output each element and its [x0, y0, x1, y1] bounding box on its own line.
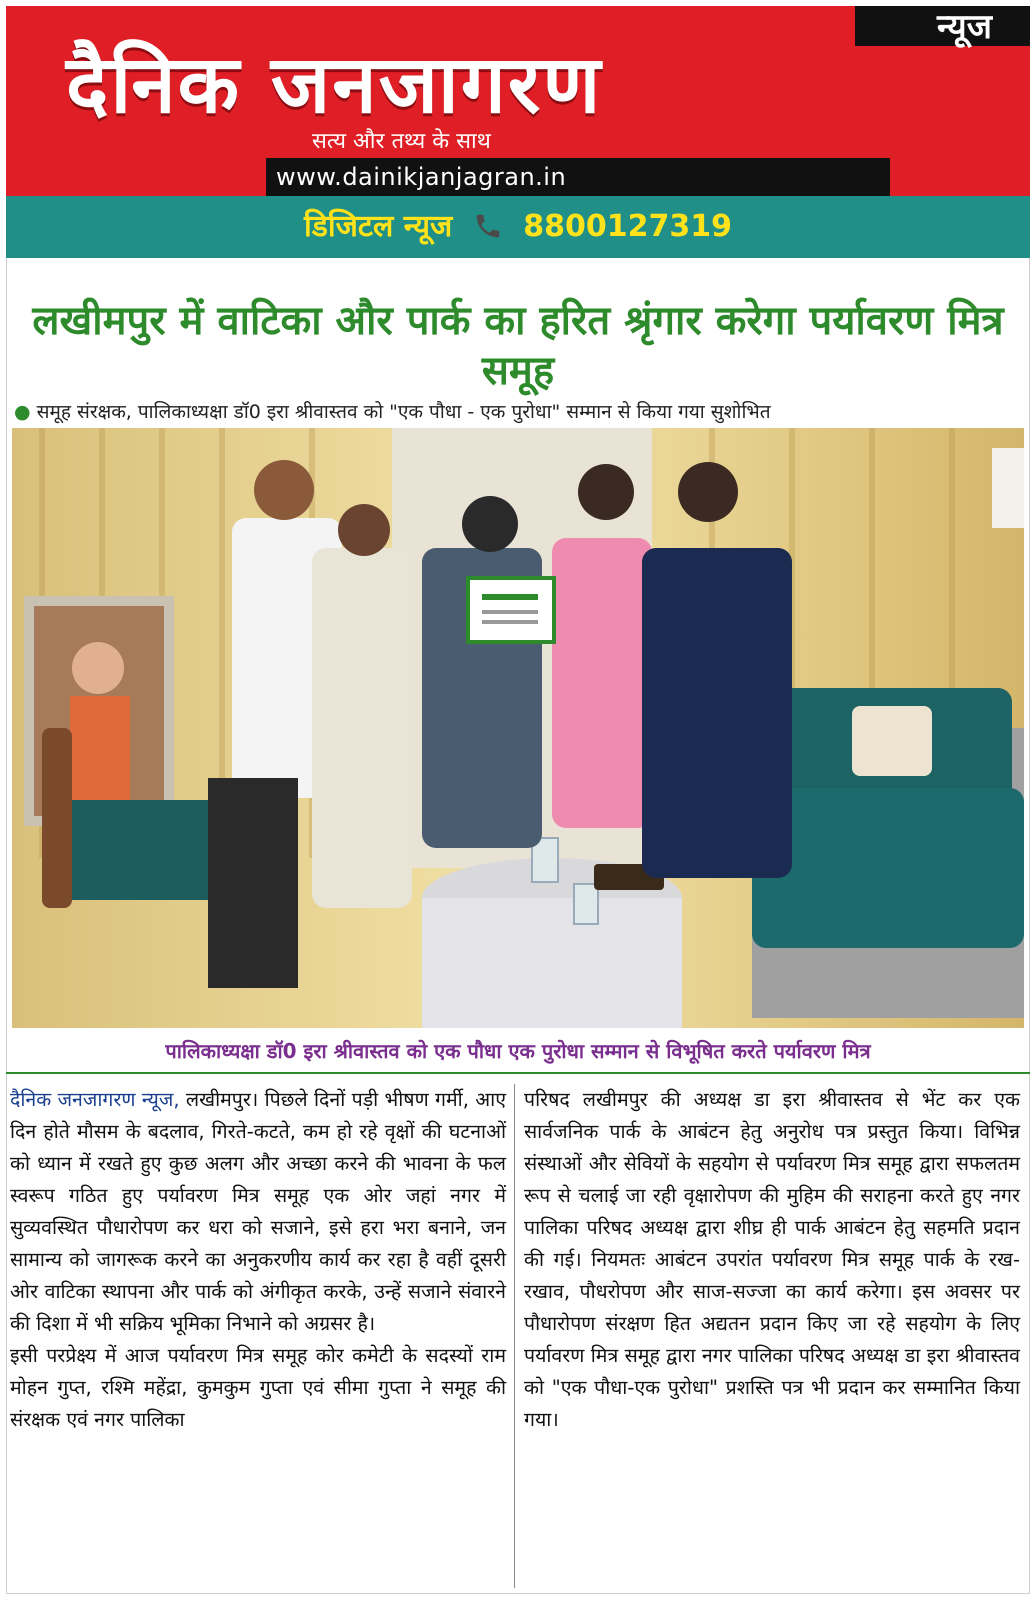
body-paragraph-3: परिषद लखीमपुर की अध्यक्ष डा इरा श्रीवास्तव से भेंट कर एक सार्वजनिक पार्क के आबंटन हेतु अनुरोध पत्र प्रस्तुत किया। विभिन्न संस्थाओं और सेवियों के सहयोग से पर्यावरण मित्र समूह द्वारा सफलतम रूप से चलाई जा रही वृक्षारोपण की मुहिम की सराहना करते हुए नगर पालिका परिषद अध्यक्ष द्वारा शीघ्र ही पार्क आबंटन हेतु सहमति प्रदान की गई। नियमतः आबंटन उपरांत पर्यावरण मित्र समूह पार्क के रख-रखाव, पौधरोपण और साज-सज्जा का कार्य करेगा। इस अवसर पर पौधारोपण संरक्षण हित अद्यतन प्रदान किए जा रहे सहयोग के लिए पर्यावरण मित्र समूह द्वारा नगर पालिका परिषद अध्यक्ष डा इरा श्रीवास्तव को "एक पौधा-एक पुरोधा" प्रशस्ति पत्र भी प्रदान कर सम्मानित किया गया। — [524, 1088, 1020, 1431]
contact-label: डिजिटल न्यूज — [304, 209, 453, 244]
masthead — [6, 6, 1030, 196]
subheadline-text: समूह संरक्षक, पालिकाध्यक्षा डॉ0 इरा श्रीवास्तव को "एक पौधा - एक पुरोधा" सम्मान से किया गया सुशोभित — [36, 401, 771, 423]
photo-illustration — [12, 428, 1024, 1028]
article-subheadline — [14, 400, 1022, 424]
contact-bar — [6, 196, 1030, 258]
article-photo — [12, 428, 1024, 1028]
article-headline: लखीमपुर में वाटिका और पार्क का हरित श्रृंगार करेगा पर्यावरण मित्र समूह — [32, 298, 1004, 394]
column-divider — [514, 1084, 515, 1588]
dateline: दैनिक जनजागरण न्यूज, — [10, 1088, 180, 1111]
body-paragraph-1-text: लखीमपुर। पिछले दिनों पड़ी भीषण गर्मी, आए दिन होते मौसम के बदलाव, गिरते-कटते, कम हो रहे वृक्षों की घटनाओं को ध्यान में रखते हुए कुछ अलग और अच्छा करने की भावना के फल स्वरूप गठित हुए पर्यावरण मित्र समूह एक ओर जहां नगर में सुव्यवस्थित पौधारोपण कर धरा को सजाने, इसे हरा भरा बनाने, जन सामान्य को जागरूक करने का अनुकरणीय कार्य कर रहा है वहीं दूसरी ओर वाटिका स्थापना और पार्क को अंगीकृत करके, उन्हें सजाने संवारने की दिशा में भी सक्रिय भूमिका निभाने को अग्रसर है। — [10, 1088, 506, 1335]
body-paragraph-1 — [10, 1084, 506, 1340]
article-body-left — [10, 1084, 506, 1436]
url-bar-right-accent — [890, 158, 1030, 196]
brand-tagline: सत्य और तथ्य के साथ — [312, 129, 491, 154]
contact-line — [6, 208, 1030, 246]
body-paragraph-2: इसी परप्रेक्ष्य में आज पर्यावरण मित्र समूह कोर कमेटी के सदस्यों राम मोहन गुप्त, रश्मि महेंद्रा, कुमकुम गुप्ता एवं सीमा गुप्ता ने समूह की संरक्षक एवं नगर पालिका — [10, 1344, 506, 1431]
photo-caption: पालिकाध्यक्षा डॉ0 इरा श्रीवास्तव को एक पौधा एक पुरोधा सम्मान से विभूषित करते पर्यावरण मित्र — [165, 1039, 871, 1063]
contact-phone[interactable]: 8800127319 — [523, 209, 732, 244]
url-bar-left-accent — [6, 158, 266, 196]
caption-divider — [6, 1072, 1030, 1074]
brand-news-label: न्यूज — [937, 7, 992, 47]
website-url[interactable]: www.dainikjanjagran.in — [276, 163, 567, 191]
article-body-right — [524, 1084, 1020, 1436]
phone-icon — [473, 211, 503, 241]
brand-name: दैनिक जनजागरण — [66, 38, 603, 131]
bullet-icon: ● — [14, 401, 31, 423]
